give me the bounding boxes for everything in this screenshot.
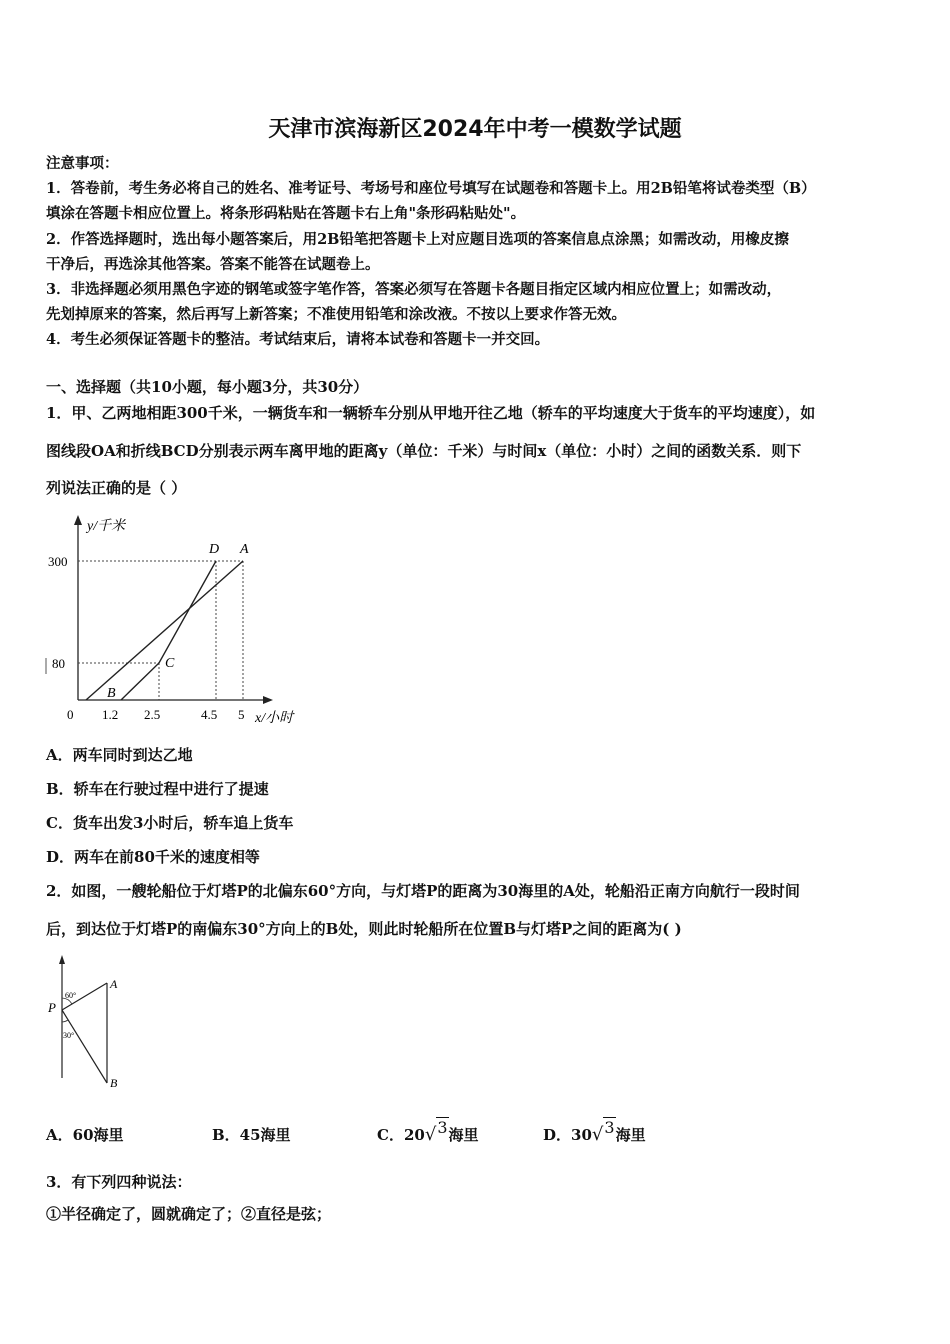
angle-30-label: 30° (63, 1031, 75, 1040)
notice-line: 先划掉原来的答案，然后再写上新答案；不准使用铅笔和涂改液。不按以上要求作答无效。 (46, 306, 626, 323)
q1-text-line: 1．甲、乙两地相距300千米，一辆货车和一辆轿车分别从甲地开往乙地（轿车的平均速度大于货车的平均速度），如 (46, 404, 816, 422)
y-axis-label: y/千米 (87, 519, 126, 534)
x-axis-label: x/小时 (255, 711, 294, 726)
notice-line: 3．非选择题必须用黑色字迹的钢笔或签字笔作答，答案必须写在答题卡各题目指定区域内相应位置上；如需改动， (46, 281, 782, 298)
point-label-p: P (48, 1000, 56, 1015)
q2-option-d (543, 1118, 646, 1145)
q1-text-line: 列说法正确的是（ ） (46, 479, 187, 497)
point-label-a: A (110, 977, 118, 991)
y-tick-label: 80 (52, 656, 65, 671)
x-tick-label: 1.2 (102, 707, 119, 722)
q1-option-d: D．两车在前80千米的速度相等 (46, 848, 260, 866)
point-label-c: C (165, 656, 175, 671)
sqrt-radicand: 3 (437, 1118, 448, 1137)
sqrt-radicand: 3 (604, 1118, 615, 1137)
line-bcd (121, 561, 216, 700)
x-tick-label: 5 (238, 707, 245, 722)
section-heading: 一、选择题（共10小题，每小题3分，共30分） (46, 378, 369, 396)
q2-option-c-suffix: 海里 (448, 1126, 479, 1144)
q2-option-b: B．45海里 (212, 1126, 291, 1144)
notice-line: 4．考生必须保证答题卡的整洁。考试结束后，请将本试卷和答题卡一并交回。 (46, 331, 550, 348)
point-label-a: A (240, 542, 249, 557)
q2-option-c (377, 1118, 479, 1145)
notice-heading: 注意事项： (46, 155, 119, 172)
q3-text-line: ①半径确定了，圆就确定了；②直径是弦； (46, 1205, 332, 1223)
q3-text-line: 3．有下列四种说法： (46, 1173, 192, 1191)
q1-graph (40, 510, 320, 730)
x-tick-label: 4.5 (201, 707, 218, 722)
q1-text-line: 图线段OA和折线BCD分别表示两车离甲地的距离y（单位：千米）与时间x（单位：小时）之间的函数关系．则下 (46, 442, 802, 460)
point-label-d: D (209, 542, 220, 557)
notice-line: 1．答卷前，考生务必将自己的姓名、准考证号、考场号和座位号填写在试题卷和答题卡上。用2B铅笔将试卷类型（B） (46, 180, 816, 197)
page-title: 天津市滨海新区2024年中考一模数学试题 (268, 117, 682, 142)
notice-line: 干净后，再选涂其他答案。答案不能答在试题卷上。 (46, 256, 380, 273)
sqrt-symbol: √ (591, 1124, 604, 1145)
notice-line: 2．作答选择题时，选出每小题答案后，用2B铅笔把答题卡上对应题目选项的答案信息点涂黑；如需改动，用橡皮擦 (46, 231, 789, 248)
origin-label: 0 (67, 707, 74, 722)
notice-line: 填涂在答题卡相应位置上。将条形码粘贴在答题卡右上角"条形码粘贴处"。 (46, 205, 526, 222)
y-tick-label: 300 (48, 554, 68, 569)
q2-text-line: 后，到达位于灯塔P的南偏东30°方向上的B处，则此时轮船所在位置B与灯塔P之间的距离为( ) (46, 920, 682, 938)
angle-60-label: 60° (65, 991, 77, 1000)
q2-option-d-suffix: 海里 (615, 1126, 646, 1144)
point-label-b: B (110, 1076, 118, 1090)
q2-figure (44, 950, 134, 1090)
q2-text-line: 2．如图，一艘轮船位于灯塔P的北偏东60°方向，与灯塔P的距离为30海里的A处，轮船沿正南方向航行一段时间 (46, 882, 800, 900)
point-label-b: B (107, 686, 116, 701)
sqrt-symbol: √ (424, 1124, 437, 1145)
x-tick-label: 2.5 (144, 707, 161, 722)
line-oa (86, 561, 243, 700)
q2-option-c-prefix: C．20 (377, 1126, 425, 1144)
q1-option-b: B．轿车在行驶过程中进行了提速 (46, 780, 269, 798)
q1-option-c: C．货车出发3小时后，轿车追上货车 (46, 814, 294, 832)
q1-option-a: A．两车同时到达乙地 (46, 746, 193, 764)
q2-option-d-prefix: D．30 (543, 1126, 592, 1144)
q2-option-a: A．60海里 (46, 1126, 124, 1144)
